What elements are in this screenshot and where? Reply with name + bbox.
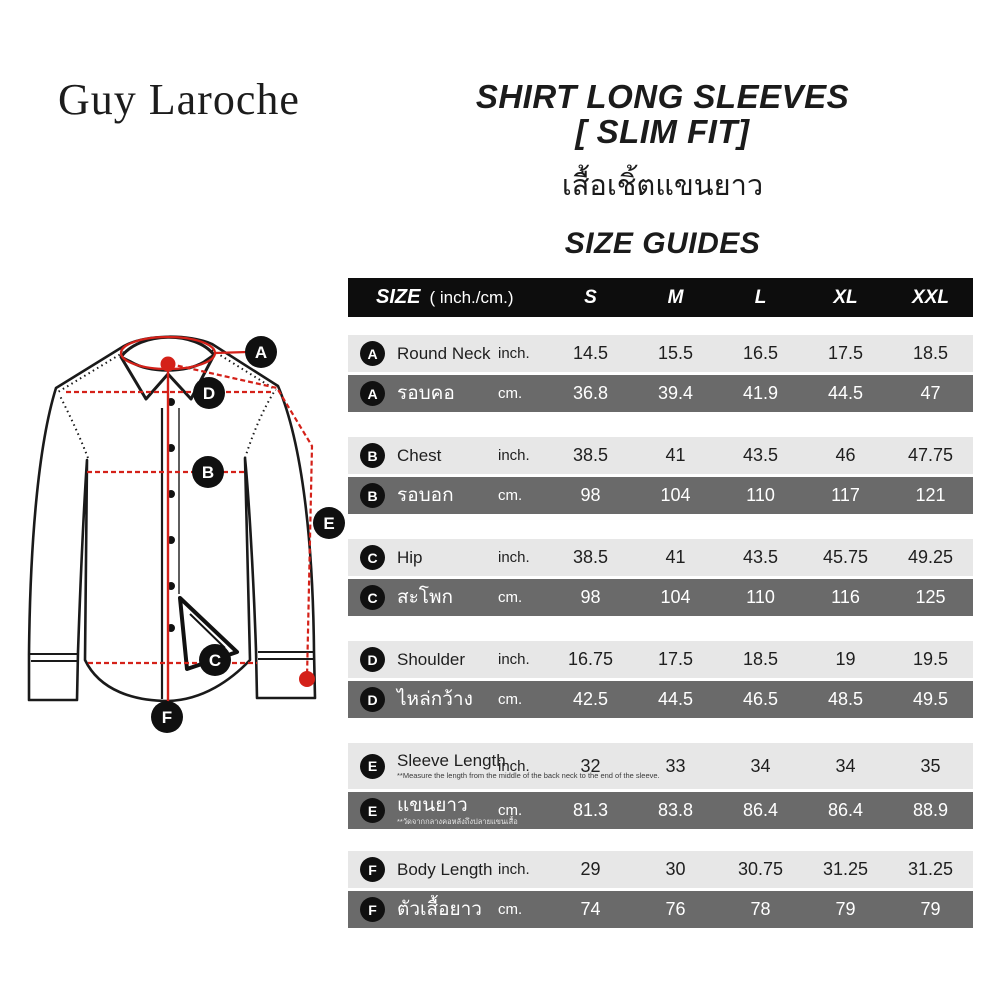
size-group-c — [348, 539, 973, 616]
value-cell-xl: 34 — [835, 755, 856, 776]
marker-badge: C — [360, 585, 385, 610]
label-wrap — [397, 690, 473, 710]
value-cell-m: 83.8 — [657, 800, 694, 820]
size-row-c-cm — [348, 579, 973, 616]
value-cell-m: 15.5 — [657, 343, 694, 363]
measurement-label: Round Neck — [397, 343, 491, 363]
value-cell-xl: 17.5 — [827, 343, 864, 363]
value-cell-xxl: 125 — [915, 587, 946, 607]
unit-cell: cm. — [498, 802, 523, 819]
value-cell-m: 76 — [665, 899, 686, 919]
measurement-label: Shoulder — [397, 649, 466, 669]
value-cell-m: 41 — [665, 445, 686, 465]
label-wrap — [397, 861, 492, 879]
column-header-xl: XL — [833, 286, 858, 308]
product-title-line2: [ SLIM FIT] — [575, 112, 750, 150]
value-cell-l: 41.9 — [742, 383, 779, 403]
size-row-f-inch — [348, 851, 973, 888]
measurement-note: **วัดจากกลางคอหลังถึงปลายแขนเสื้อ — [397, 816, 518, 826]
value-cell-m: 104 — [660, 587, 691, 607]
svg-text:E: E — [323, 514, 335, 533]
table-header-row — [348, 278, 973, 317]
value-cell-xxl: 49.25 — [907, 547, 954, 567]
value-cell-s: 98 — [580, 485, 601, 505]
value-cell-xl: 116 — [831, 587, 860, 607]
marker-badge-e — [313, 507, 345, 539]
value-cell-l: 34 — [750, 755, 771, 776]
value-cell-xxl: 18.5 — [912, 343, 949, 363]
value-cell-l: 43.5 — [742, 547, 779, 567]
value-cell-s: 32 — [580, 755, 601, 776]
size-row-d-cm — [348, 681, 973, 718]
value-cell-s: 74 — [580, 899, 601, 919]
size-row-e-cm — [348, 792, 973, 829]
value-cell-xl: 86.4 — [827, 800, 864, 820]
value-cell-xxl: 121 — [915, 485, 946, 505]
marker-badge: E — [360, 754, 385, 779]
measurement-label: Chest — [397, 445, 442, 465]
label-wrap — [397, 447, 441, 465]
size-group-f — [348, 851, 973, 928]
label-wrap — [397, 588, 453, 608]
unit-cell: cm. — [498, 691, 523, 708]
marker-badge: D — [360, 687, 385, 712]
value-cell-s: 98 — [580, 587, 601, 607]
measurement-label: รอบอก — [397, 484, 454, 506]
marker-badge-f — [151, 701, 183, 733]
measurement-label: สะโพก — [397, 586, 454, 608]
title-block — [355, 80, 970, 208]
label-cell — [348, 647, 498, 672]
value-cell-l: 46.5 — [742, 689, 779, 709]
size-row-a-cm — [348, 375, 973, 412]
unit-cell: inch. — [498, 345, 530, 362]
size-group-b — [348, 437, 973, 514]
value-cell-l: 78 — [750, 899, 771, 919]
label-wrap — [397, 651, 465, 669]
unit-cell: inch. — [498, 757, 530, 775]
size-guides-heading: SIZE GUIDES — [564, 227, 761, 260]
label-cell — [348, 381, 498, 406]
value-cell-m: 44.5 — [657, 689, 694, 709]
svg-text:B: B — [201, 463, 215, 482]
value-cell-xxl: 47.75 — [907, 445, 954, 465]
value-cell-xl: 117 — [831, 485, 860, 505]
marker-badge: A — [360, 341, 385, 366]
column-header-m: M — [667, 286, 684, 308]
size-table — [348, 278, 973, 950]
size-row-a-inch — [348, 335, 973, 372]
value-cell-m: 33 — [665, 755, 686, 776]
marker-badge: F — [360, 897, 385, 922]
value-cell-xxl: 19.5 — [912, 649, 949, 669]
measurement-label: ไหล่กว้าง — [397, 688, 473, 710]
size-group-d — [348, 641, 973, 718]
cuff-anchor-dot — [299, 671, 315, 687]
value-cell-l: 110 — [746, 587, 775, 607]
unit-cell: inch. — [498, 651, 530, 668]
value-cell-xxl: 49.5 — [912, 689, 949, 709]
value-cell-xl: 44.5 — [827, 383, 864, 403]
label-cell — [348, 585, 498, 610]
unit-cell: inch. — [498, 549, 530, 566]
measurement-label: รอบคอ — [397, 382, 455, 404]
marker-badge: F — [360, 857, 385, 882]
value-cell-l: 16.5 — [742, 343, 779, 363]
marker-badge-a — [245, 336, 277, 368]
size-row-b-inch — [348, 437, 973, 474]
unit-cell: cm. — [498, 901, 523, 918]
svg-text:A: A — [254, 343, 268, 362]
measurement-note: **Measure the length from the middle of the back neck to the end of the sleeve. — [397, 770, 660, 780]
marker-a-leader-line — [215, 352, 247, 353]
size-group-a — [348, 335, 973, 412]
value-cell-xl: 46 — [835, 445, 856, 465]
unit-label: ( inch./cm.) — [429, 288, 514, 307]
marker-badge: A — [360, 381, 385, 406]
value-cell-l: 86.4 — [742, 800, 779, 820]
marker-badge: D — [360, 647, 385, 672]
marker-badge: B — [360, 483, 385, 508]
value-cell-s: 42.5 — [572, 689, 609, 709]
size-row-b-cm — [348, 477, 973, 514]
column-header-s: S — [584, 286, 597, 308]
table-body — [348, 335, 973, 928]
size-group-e — [348, 743, 973, 829]
value-cell-xxl: 47 — [920, 383, 941, 403]
value-cell-xl: 48.5 — [827, 689, 864, 709]
unit-cell: inch. — [498, 861, 530, 878]
value-cell-xxl: 88.9 — [912, 800, 949, 820]
marker-badge: C — [360, 545, 385, 570]
measurement-label: Body Length — [397, 859, 493, 879]
value-cell-m: 104 — [660, 485, 691, 505]
measurement-label: Sleeve Length — [397, 751, 506, 771]
label-wrap — [397, 549, 423, 567]
value-cell-xl: 19 — [835, 649, 856, 669]
product-title-thai: เสื้อเชิ้ตแขนยาว — [561, 170, 764, 203]
value-cell-xxl: 35 — [920, 755, 941, 776]
value-cell-l: 43.5 — [742, 445, 779, 465]
unit-cell: cm. — [498, 589, 523, 606]
value-cell-m: 30 — [665, 859, 686, 879]
unit-cell: cm. — [498, 385, 523, 402]
value-cell-m: 39.4 — [657, 383, 694, 403]
marker-badge-c — [199, 644, 231, 676]
measurement-label: ตัวเสื้อยาว — [397, 898, 482, 920]
marker-badge: B — [360, 443, 385, 468]
marker-badge: E — [360, 798, 385, 823]
marker-badge-d — [193, 377, 225, 409]
column-header-l: L — [754, 286, 767, 308]
brand-logo: Guy Laroche — [58, 75, 300, 124]
label-cell — [348, 483, 498, 508]
value-cell-m: 17.5 — [657, 649, 694, 669]
label-cell — [348, 341, 498, 366]
value-cell-s: 81.3 — [572, 800, 609, 820]
label-wrap — [397, 345, 491, 363]
label-cell — [348, 857, 498, 882]
label-cell — [348, 687, 498, 712]
label-wrap — [397, 384, 455, 404]
size-row-e-inch — [348, 743, 973, 789]
size-row-c-inch — [348, 539, 973, 576]
label-cell — [348, 897, 498, 922]
value-cell-m: 41 — [665, 547, 686, 567]
size-label: SIZE — [376, 286, 421, 308]
unit-cell: inch. — [498, 447, 530, 464]
unit-cell: cm. — [498, 487, 523, 504]
marker-badge-b — [192, 456, 224, 488]
svg-text:F: F — [161, 708, 173, 727]
svg-text:C: C — [208, 651, 222, 670]
label-wrap — [397, 486, 454, 506]
label-wrap — [397, 900, 482, 920]
value-cell-s: 16.75 — [567, 649, 614, 669]
value-cell-s: 29 — [580, 859, 601, 879]
value-cell-xxl: 79 — [920, 899, 941, 919]
value-cell-xl: 79 — [835, 899, 856, 919]
value-cell-s: 14.5 — [572, 343, 609, 363]
value-cell-s: 38.5 — [572, 547, 609, 567]
value-cell-l: 18.5 — [742, 649, 779, 669]
label-cell — [348, 545, 498, 570]
collar-anchor-dot — [161, 357, 176, 372]
measurement-label: แขนยาว — [397, 794, 468, 816]
value-cell-s: 38.5 — [572, 445, 609, 465]
shirt-measurement-diagram — [8, 318, 354, 744]
product-title-line1: SHIRT LONG SLEEVES — [475, 78, 850, 115]
value-cell-xl: 45.75 — [822, 547, 869, 567]
value-cell-l: 30.75 — [737, 859, 784, 879]
size-row-f-cm — [348, 891, 973, 928]
size-row-d-inch — [348, 641, 973, 678]
value-cell-s: 36.8 — [572, 383, 609, 403]
measurement-label: Hip — [397, 547, 423, 567]
value-cell-xxl: 31.25 — [907, 859, 954, 879]
label-cell — [348, 443, 498, 468]
value-cell-xl: 31.25 — [822, 859, 869, 879]
value-cell-l: 110 — [746, 485, 775, 505]
svg-text:D: D — [202, 384, 216, 403]
table-header-size-cell — [348, 286, 548, 309]
column-header-xxl: XXL — [912, 286, 949, 308]
